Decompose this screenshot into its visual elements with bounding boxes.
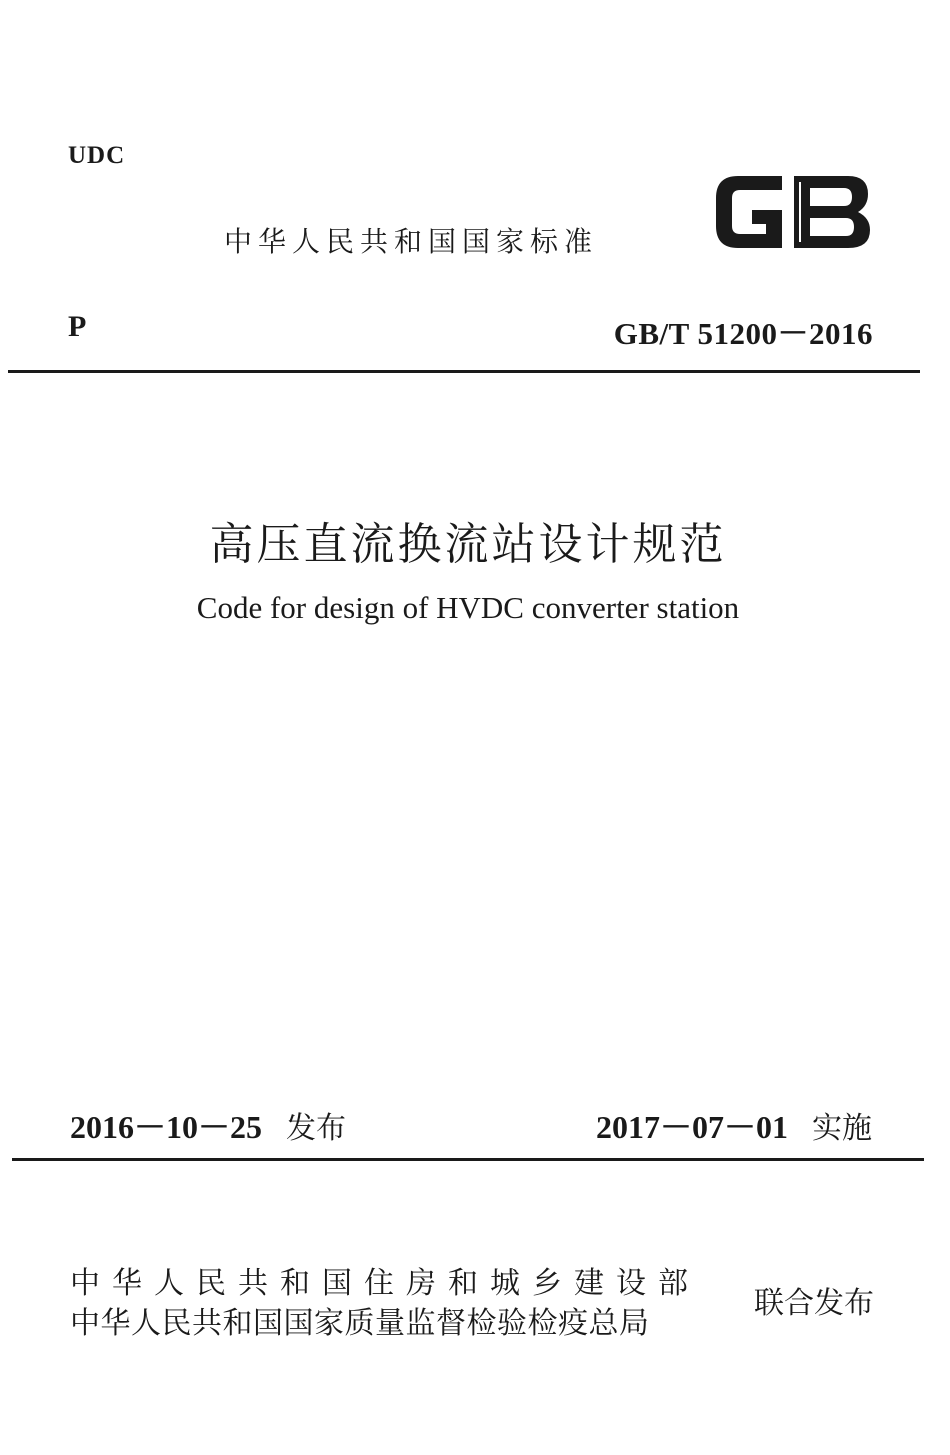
issue-label: 发布: [286, 1111, 347, 1146]
title-english: Code for design of HVDC converter station: [196, 590, 740, 625]
gb-logo: [708, 168, 876, 256]
issuer-ministry-housing: 中华人民共和国住房和城乡建设部: [70, 1266, 700, 1301]
implementation-date: 2017－07－01: [595, 1109, 788, 1145]
category-code: P: [68, 310, 87, 343]
bottom-divider: [12, 1158, 924, 1161]
issue-date: 2016－10－25: [70, 1109, 263, 1145]
title-chinese: 高压直流换流站设计规范: [209, 519, 727, 570]
standard-number: GB/T 51200－2016: [613, 316, 873, 351]
udc-label: UDC: [68, 142, 126, 169]
issue-date-line: [70, 1102, 346, 1148]
top-divider: [8, 370, 920, 373]
implementation-date-line: [596, 1102, 872, 1148]
issuer-aqsiq: 中华人民共和国国家质量监督检验检疫总局: [70, 1306, 650, 1341]
implementation-label: 实施: [812, 1111, 872, 1146]
national-standard-label: 中华人民共和国国家标准: [224, 225, 599, 258]
joint-release-label: 联合发布: [754, 1286, 874, 1321]
